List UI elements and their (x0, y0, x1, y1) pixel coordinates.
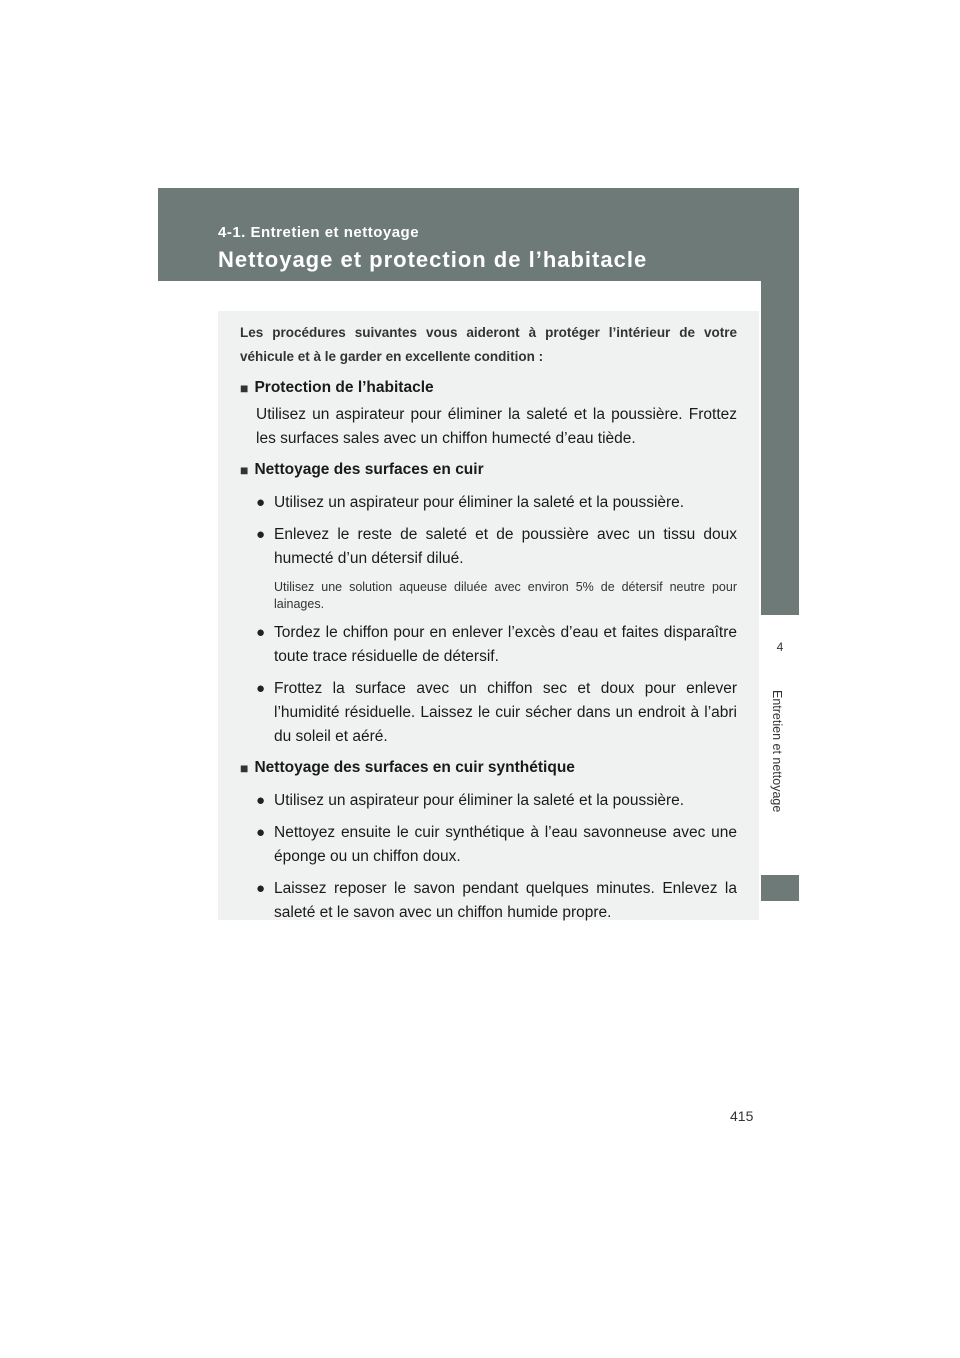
list-item-text: Enlevez le reste de saleté et de poussière avec un tissu doux humecté d’un détersif dilué. (274, 526, 737, 567)
list-item (256, 789, 737, 813)
round-bullet-icon: ● (256, 880, 266, 897)
intro-text: Les procédures suivantes vous aideront à protéger l’intérieur de votre véhicule et à le garder en excellente condition : (240, 325, 737, 364)
content-box (218, 311, 759, 920)
section-heading-text: Protection de l’habitacle (254, 379, 434, 396)
chapter-number: 4 (776, 640, 784, 654)
section-heading-text: Nettoyage des surfaces en cuir synthétique (254, 759, 575, 776)
list-item-text: Frottez la surface avec un chiffon sec et doux pour enlever l’humidité résiduelle. Laissez le cuir sécher dans un endroit à l’abri du soleil et aéré. (274, 680, 737, 745)
list-item (256, 877, 737, 925)
section-paragraph: Utilisez un aspirateur pour éliminer la saleté et la poussière. Frottez les surfaces sales avec un chiffon humecté d’eau tiède. (256, 406, 737, 447)
square-bullet-icon: ■ (240, 462, 249, 478)
round-bullet-icon: ● (256, 526, 266, 543)
page-number: 415 (730, 1108, 754, 1124)
section-heading (240, 755, 737, 781)
round-bullet-icon: ● (256, 824, 266, 841)
section-heading (240, 375, 737, 401)
list-item (256, 621, 737, 669)
round-bullet-icon: ● (256, 494, 266, 511)
square-bullet-icon: ■ (240, 760, 249, 776)
chapter-title: Entretien et nettoyage (770, 690, 784, 813)
page-title: Nettoyage et protection de l’habitacle (218, 247, 648, 272)
section-heading-text: Nettoyage des surfaces en cuir (254, 461, 484, 478)
list-item (256, 821, 737, 869)
list-item-text: Utilisez un aspirateur pour éliminer la saleté et la poussière. (274, 494, 685, 511)
round-bullet-icon: ● (256, 680, 266, 697)
square-bullet-icon: ■ (240, 380, 249, 396)
list-item (256, 677, 737, 749)
note-text: Utilisez une solution aqueuse diluée avec environ 5% de détersif neutre pour lainages. (274, 580, 737, 611)
section-heading (240, 457, 737, 483)
round-bullet-icon: ● (256, 624, 266, 641)
round-bullet-icon: ● (256, 792, 266, 809)
list-item (256, 491, 737, 515)
list-item-text: Tordez le chiffon pour en enlever l’excès d’eau et faites disparaître toute trace résiduelle de détersif. (274, 624, 737, 665)
list-item-text: Utilisez un aspirateur pour éliminer la saleté et la poussière. (274, 792, 685, 809)
list-item-text: Laissez reposer le savon pendant quelques minutes. Enlevez la saleté et le savon avec un chiffon humide propre. (274, 880, 737, 921)
list-item-text: Nettoyez ensuite le cuir synthétique à l’eau savonneuse avec une éponge ou un chiffon doux. (274, 824, 737, 865)
section-label: 4-1. Entretien et nettoyage (218, 224, 420, 241)
list-item (256, 523, 737, 571)
